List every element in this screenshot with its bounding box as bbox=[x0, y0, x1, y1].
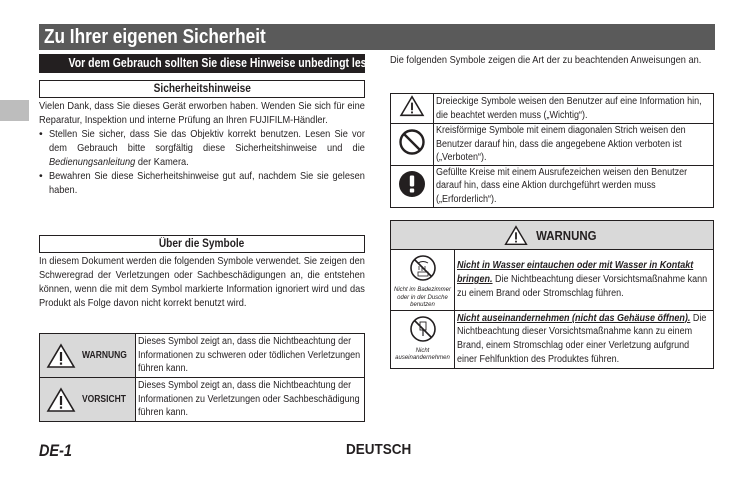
warning-description: Nicht in Wasser eintauchen oder mit Wasser in Kontakt bringen. Die Nichtbeachtung dieser Vorsichtsmaßnahme kann zu einem Brand oder Stromschlag führen. bbox=[455, 250, 714, 311]
severity-row-warning bbox=[40, 334, 365, 378]
warning-icon-cell bbox=[391, 310, 455, 368]
triangle-warning-icon bbox=[46, 387, 76, 413]
read-first-text: Vor dem Gebrauch sollten Sie diese Hinweise unbedingt lesen bbox=[68, 56, 379, 70]
severity-description: Dieses Symbol zeigt an, dass die Nichtbeachtung der Informationen zu schweren oder tödlichen Verletzungen führen kann. bbox=[135, 334, 364, 378]
triangle-warning-icon bbox=[504, 225, 528, 246]
symbol-icon-cell bbox=[391, 124, 434, 166]
warning-row-disassemble bbox=[391, 310, 714, 368]
safety-bullet-objective: • Stellen Sie sicher, dass Sie das Objektiv korrekt benutzen. Lesen Sie vor dem Gebrauch bitte sorgfältig diese Sicherheitshinweise und die Bedienungsanleitung der Kamera. bbox=[39, 127, 365, 169]
safety-heading-box bbox=[39, 80, 365, 98]
symbols-intro: In diesem Dokument werden die folgenden Symbole verwendet. Sie zeigen den Schweregrad der Verletzungen oder Sachbeschädigungen an, die entstehen können, wenn die mit dem Symbol markierte Information ignoriert wird und das Produkt als Folge davon nicht korrekt benutzt wird. bbox=[39, 255, 365, 309]
severity-label: VORSICHT bbox=[82, 394, 126, 405]
no-water-shower-icon bbox=[409, 254, 437, 282]
warning-icon-caption: Nicht im Badezimmer oder in der Dusche benutzen bbox=[393, 287, 451, 308]
warning-icon-cell bbox=[391, 250, 455, 311]
warning-header bbox=[391, 221, 714, 250]
severity-description: Dieses Symbol zeigt an, dass die Nichtbeachtung der Informationen zu Verletzungen oder Sachbeschädigung führen kann. bbox=[135, 378, 364, 422]
symbol-type-table bbox=[390, 93, 714, 208]
warning-header-row bbox=[391, 221, 714, 250]
triangle-warning-icon bbox=[46, 343, 76, 369]
mandatory-exclamation-icon bbox=[398, 170, 426, 198]
severity-label: WARNUNG bbox=[82, 350, 127, 361]
severity-table bbox=[39, 333, 365, 422]
severity-row-caution bbox=[40, 378, 365, 422]
symbols-explain-intro: Die folgenden Symbole zeigen die Art der zu beachtenden Anweisungen an. bbox=[390, 54, 702, 66]
safety-bullet-keep: • Bewahren Sie diese Sicherheitshinweise gut auf, nachdem Sie sie gelesen haben. bbox=[39, 169, 365, 197]
warning-description: Nicht auseinandernehmen (nicht das Gehäuse öffnen). Die Nichtbeachtung dieser Vorsichtsmaßnahme kann zu einem Brand, einem Stromschlag oder einer Verletzung aufgrund einer Fehlfunktion des Produktes führen. bbox=[455, 310, 714, 368]
triangle-warning-icon bbox=[399, 95, 425, 117]
severity-symbol-cell bbox=[40, 334, 136, 378]
page-number: DE-1 bbox=[39, 441, 72, 460]
warning-table bbox=[390, 220, 714, 369]
symbol-row-prohibited bbox=[391, 124, 714, 166]
warning-header-label: WARNUNG bbox=[535, 227, 597, 243]
section-title: Zu Ihrer eigenen Sicherheit bbox=[44, 26, 266, 48]
symbol-row-mandatory bbox=[391, 165, 714, 207]
language-label: DEUTSCH bbox=[346, 441, 412, 458]
symbol-icon-cell bbox=[391, 94, 434, 124]
no-disassembly-icon bbox=[409, 315, 437, 343]
section-title-banner bbox=[39, 24, 715, 50]
warning-icon-caption: Nicht auseinandernehmen bbox=[395, 347, 450, 361]
severity-symbol-cell bbox=[40, 378, 136, 422]
symbol-row-important bbox=[391, 94, 714, 124]
symbol-description: Kreisförmige Symbole mit einem diagonalen Strich weisen den Benutzer darauf hin, dass die angegebene Aktion verboten ist („Verboten“). bbox=[434, 124, 714, 166]
safety-heading: Sicherheitshinweise bbox=[153, 83, 251, 95]
prohibited-icon bbox=[398, 128, 426, 156]
safety-bullet-list bbox=[39, 127, 365, 197]
read-first-banner bbox=[39, 54, 379, 73]
warning-row-water bbox=[391, 250, 714, 311]
symbols-heading-box bbox=[39, 235, 365, 253]
symbol-description: Gefüllte Kreise mit einem Ausrufezeichen weisen den Benutzer darauf hin, dass eine Aktion durchgeführt werden muss („Erforderlich“). bbox=[434, 165, 714, 207]
safety-intro: Vielen Dank, dass Sie dieses Gerät erworben haben. Wenden Sie sich für eine Reparatur, Inspektion und interne Prüfung an Ihren FUJIFILM-Händler. bbox=[39, 100, 365, 126]
chapter-tab bbox=[0, 100, 29, 121]
symbols-heading: Über die Symbole bbox=[159, 238, 245, 250]
safety-section bbox=[39, 99, 365, 197]
symbol-icon-cell bbox=[391, 165, 434, 207]
symbol-description: Dreieckige Symbole weisen den Benutzer auf eine Information hin, die beachtet werden muss („Wichtig“). bbox=[434, 94, 714, 124]
